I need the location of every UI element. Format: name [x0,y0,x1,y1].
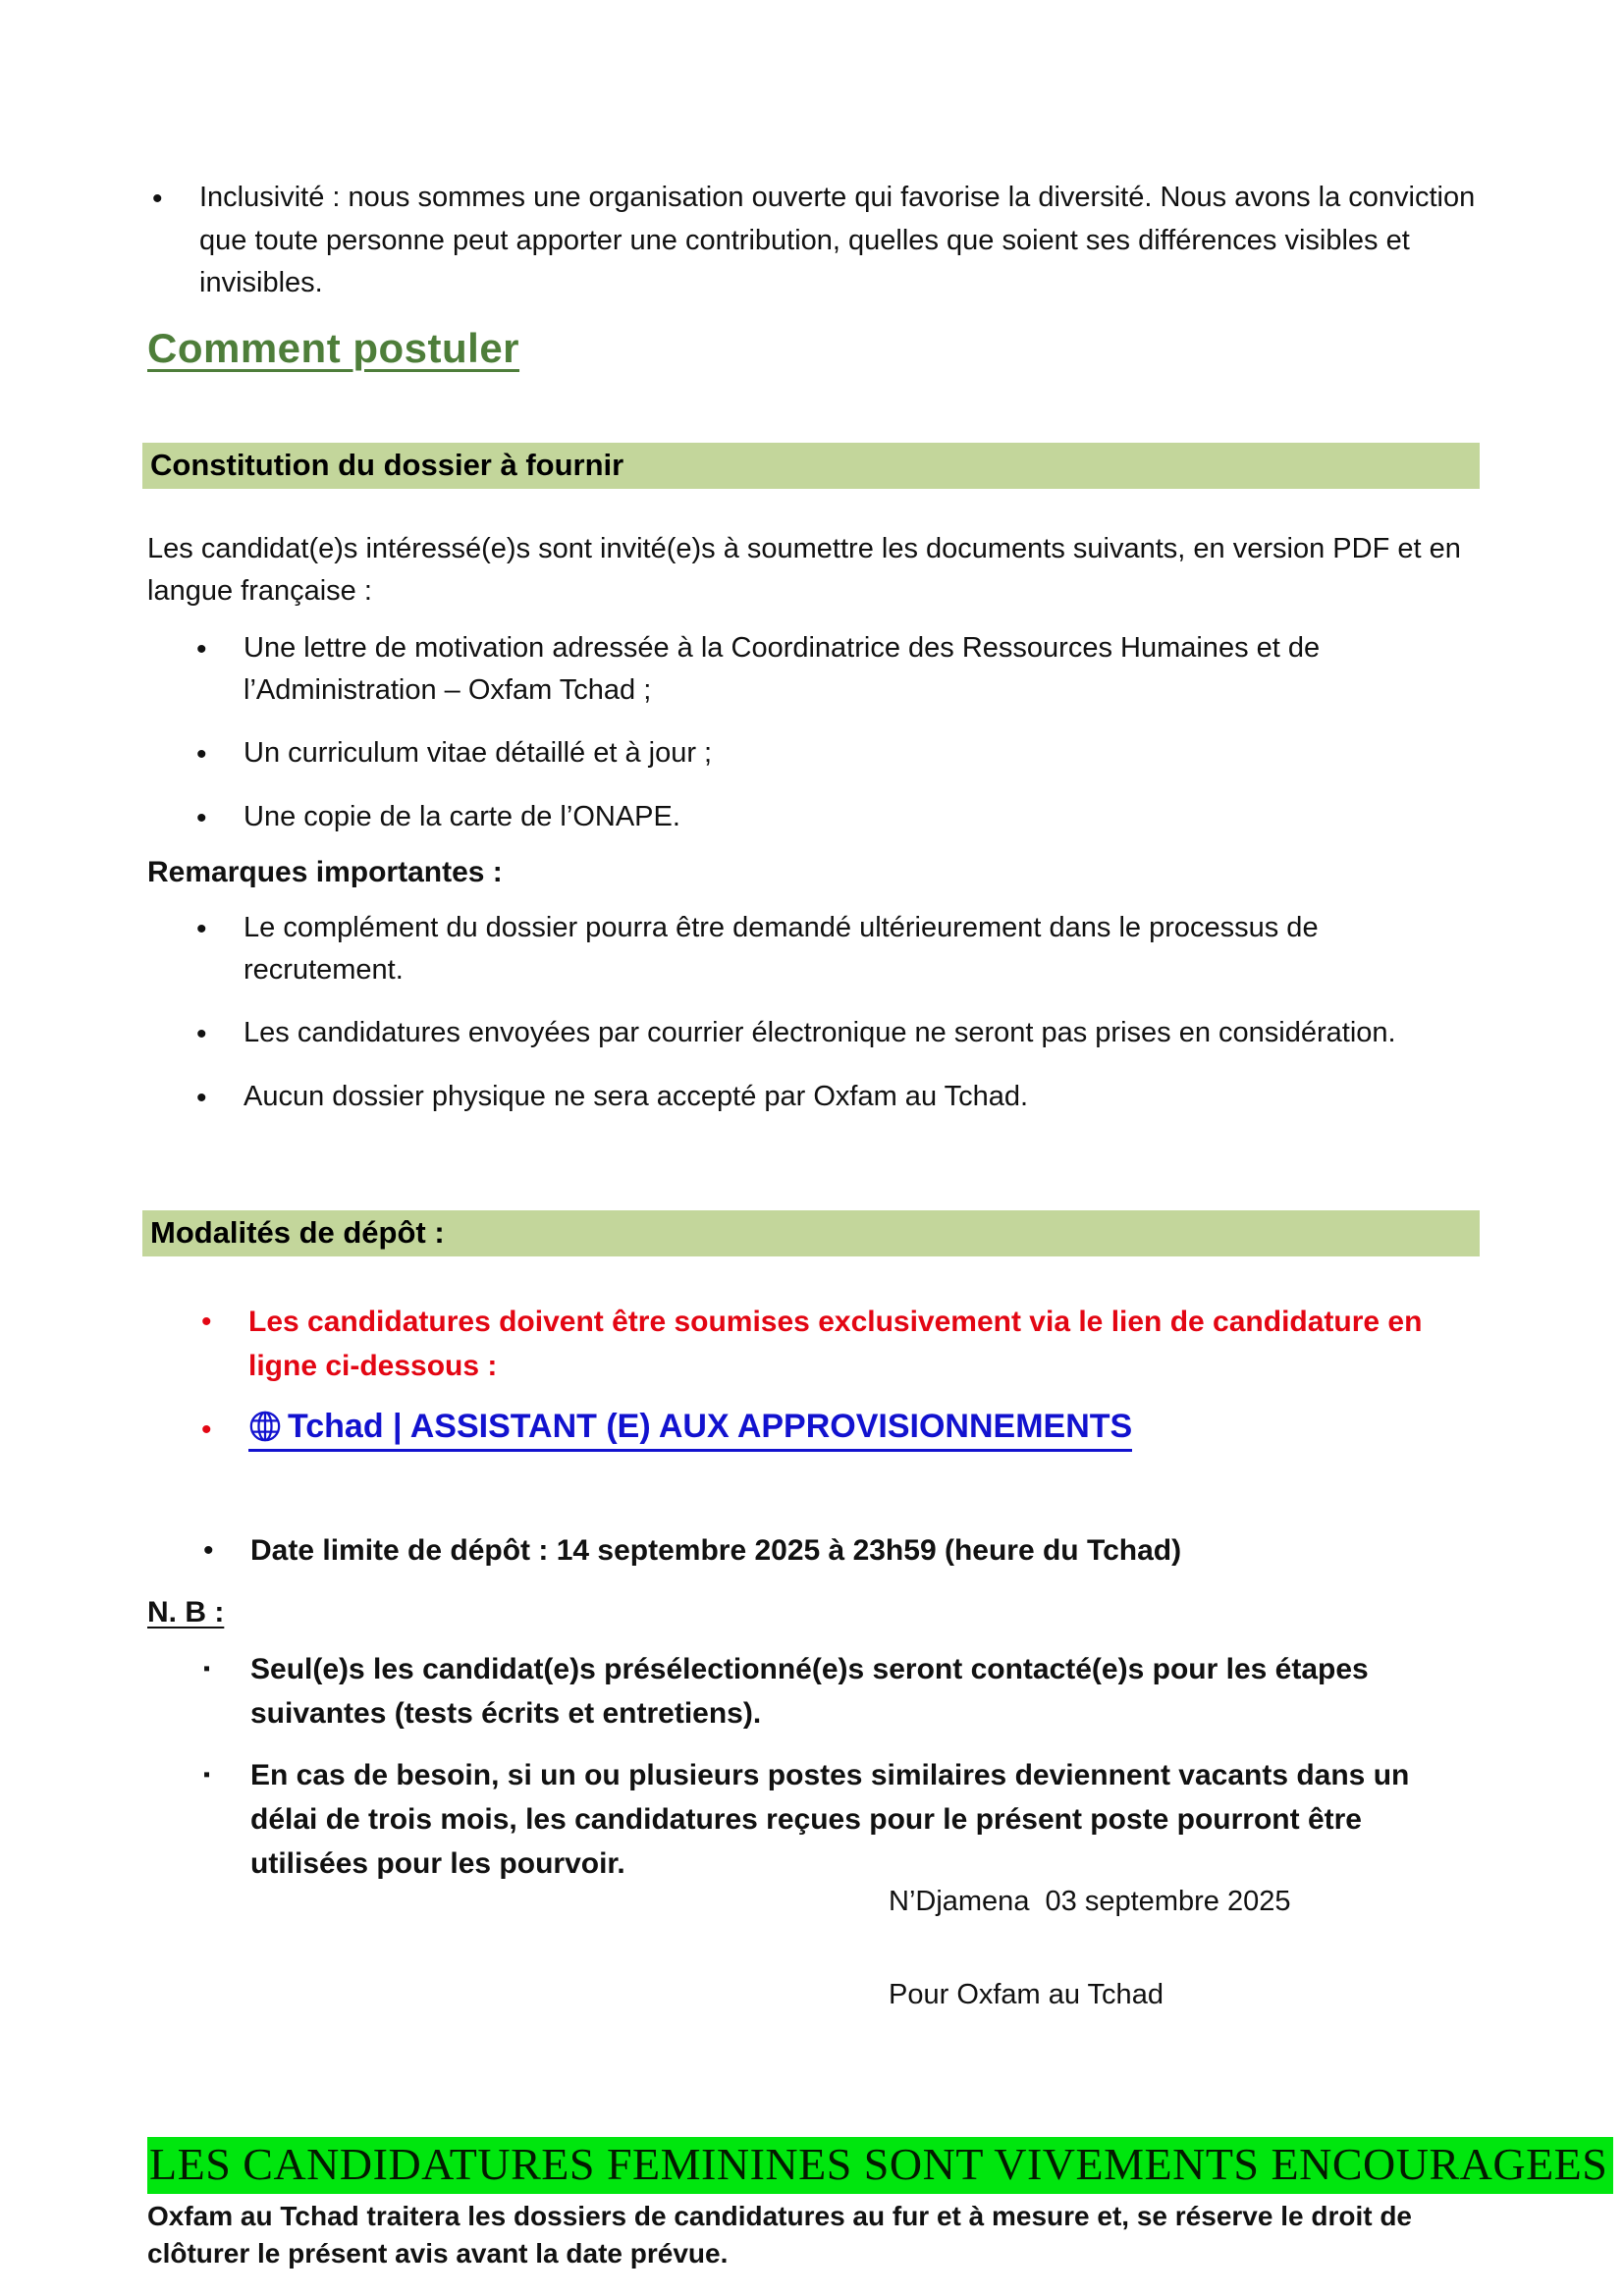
intro-bullet-text: Inclusivité : nous sommes une organisation ouverte qui favorise la diversité. Nous avons la conviction que toute personne peut apporter une contribution, quelles que soient ses différences visibles et invisibles. [199,182,1476,298]
section-header-constitution: Constitution du dossier à fournir [142,443,1480,489]
bullet-icon [201,1408,248,1452]
nb-list [147,1647,1483,1886]
list-item [152,177,1483,305]
list-item-text: Une lettre de motivation adressée à la Coordinatrice des Ressources Humaines et de l’Administration – Oxfam Tchad ; [244,631,1321,706]
section-header-modalites: Modalités de dépôt : [142,1210,1480,1256]
list-item-text: Aucun dossier physique ne sera accepté par Oxfam au Tchad. [244,1080,1029,1112]
list-item-text: Les candidatures envoyées par courrier électronique ne seront pas prises en considération. [244,1016,1396,1048]
red-notice-text: Les candidatures doivent être soumises exclusivement via le lien de candidature en ligne ci-dessous : [248,1305,1423,1382]
bullet-icon [196,907,244,951]
square-bullet-icon [203,1647,250,1690]
list-item [196,627,1483,713]
nb-title: N. B : [147,1595,225,1629]
list-item-text: En cas de besoin, si un ou plusieurs postes similaires deviennent vacants dans un délai de trois mois, les candidatures reçues pour le présent poste pourront être utilisées pour les pourvoir. [250,1758,1410,1880]
documents-list [147,627,1483,840]
list-item [196,732,1483,776]
list-item [196,907,1483,992]
remarks-list [147,907,1483,1120]
list-item-text: Seul(e)s les candidat(e)s présélectionné(e)s seront contacté(e)s pour les étapes suivantes (tests écrits et entretiens). [250,1652,1369,1730]
remarks-title: Remarques importantes : [147,855,503,888]
place-date: N’Djamena 03 septembre 2025 [889,1885,1291,1917]
signature-line: Pour Oxfam au Tchad [889,1978,1164,2010]
list-item [203,1528,1483,1573]
list-item-text: Un curriculum vitae détaillé et à jour ; [244,736,713,769]
bullet-icon [152,177,199,221]
highlighted-banner: LES CANDIDATURES FEMININES SONT VIVEMENTS ENCOURAGEES [147,2137,1613,2194]
square-bullet-icon [203,1753,250,1796]
list-item [203,1647,1483,1735]
list-item-text: Le complément du dossier pourra être demandé ultérieurement dans le processus de recrutement. [244,911,1319,986]
bullet-icon [196,732,244,776]
globe-icon [248,1410,282,1443]
section1-intro: Les candidat(e)s intéressé(e)s sont invité(e)s à soumettre les documents suivants, en version PDF et en langue française : [147,532,1461,607]
bullet-icon [196,796,244,840]
list-item [201,1408,1483,1452]
footer-note: Oxfam au Tchad traitera les dossiers de candidatures au fur et à mesure et, se réserve le droit de clôturer le présent avis avant la date prévue. [147,2200,1412,2269]
page-title: Comment postuler [147,324,520,371]
bullet-icon [196,1012,244,1056]
bullet-icon [203,1528,250,1573]
list-item [196,1012,1483,1056]
bullet-icon [196,1076,244,1120]
list-item-text: Une copie de la carte de l’ONAPE. [244,800,680,832]
list-item [203,1753,1483,1886]
deadline-text: Date limite de dépôt : 14 septembre 2025 à 23h59 (heure du Tchad) [250,1533,1182,1567]
list-item [196,796,1483,840]
application-link-label: Tchad | ASSISTANT (E) AUX APPROVISIONNEMENTS [288,1407,1133,1445]
list-item [196,1076,1483,1120]
application-link[interactable] [248,1408,1132,1452]
bullet-icon [196,627,244,671]
bullet-icon [201,1300,248,1344]
list-item [201,1300,1483,1388]
